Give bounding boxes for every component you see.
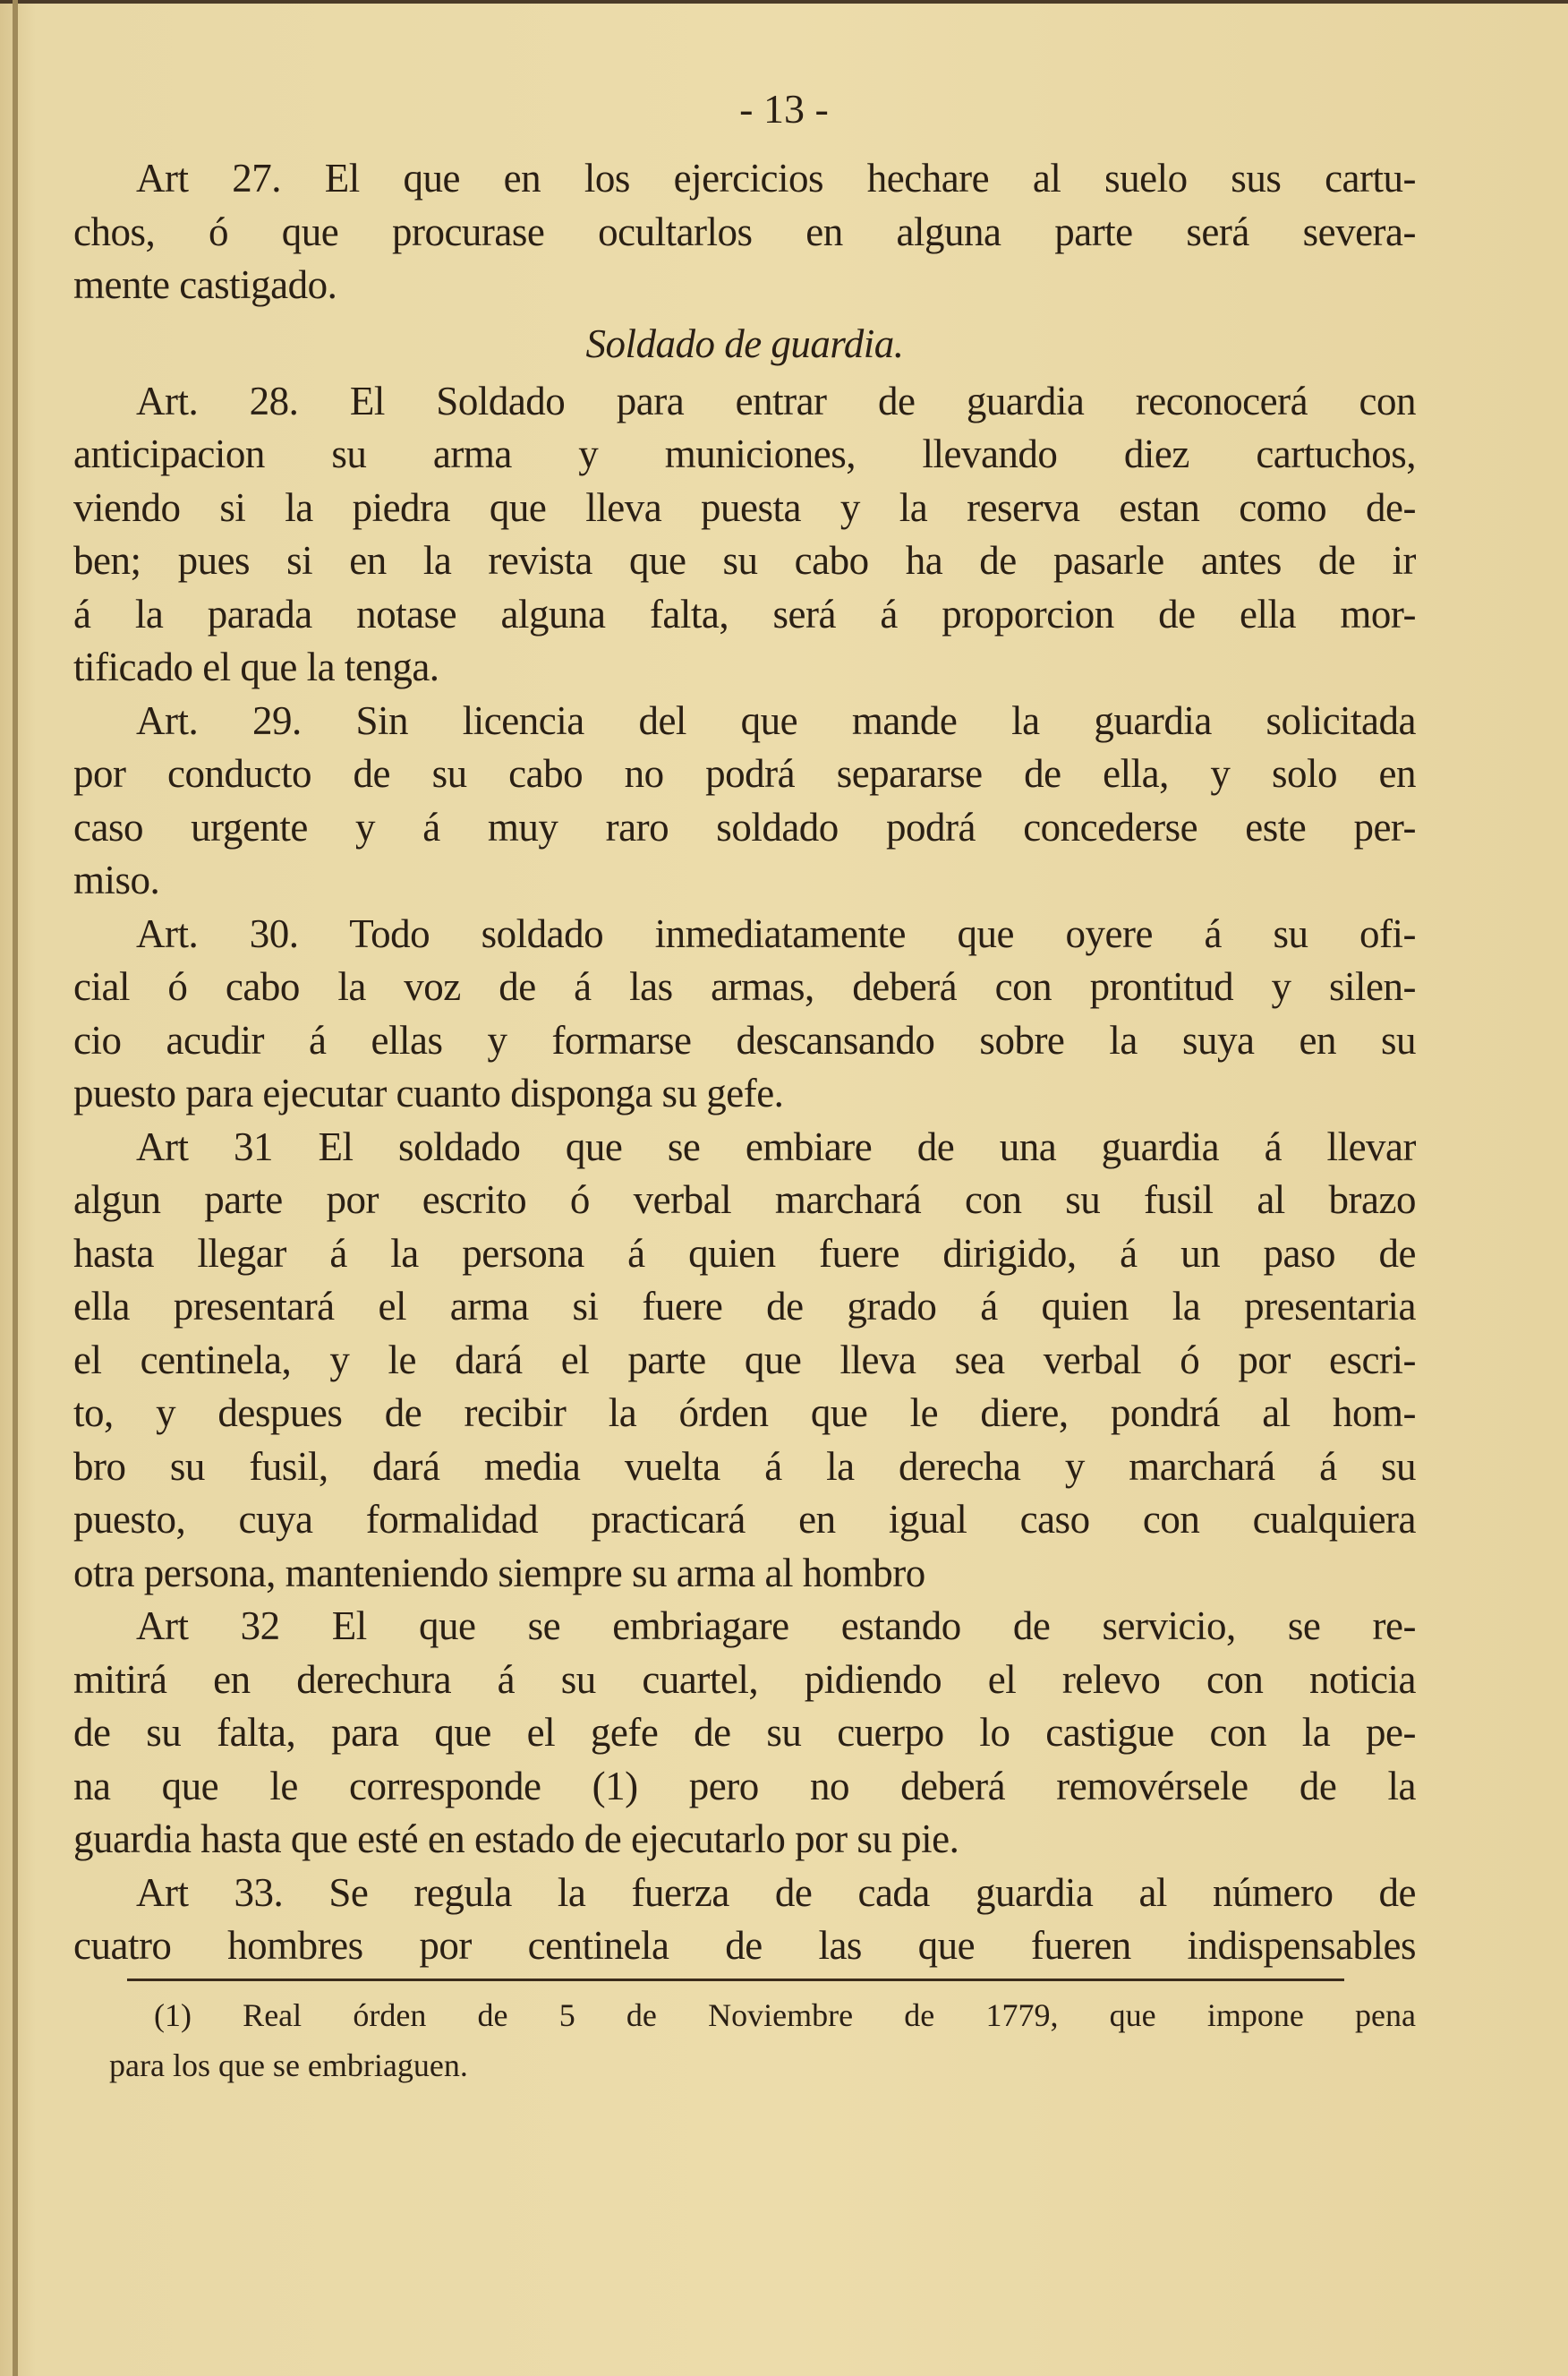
text-line: Art 27. El que en los ejercicios hechare al suelo sus cartu- (136, 156, 1416, 201)
text-line: Art 32 El que se embriagare estando de servicio, se re- (136, 1603, 1416, 1648)
body-text (73, 152, 1416, 2090)
text-line: Art. 28. El Soldado para entrar de guardia reconocerá con (136, 378, 1416, 423)
text-line: por conducto de su cabo no podrá separarse de ella, y solo en (73, 751, 1416, 796)
text-line: puesto para ejecutar cuanto disponga su gefe. (73, 1071, 784, 1115)
text-line: ben; pues si en la revista que su cabo ha de pasarle antes de ir (73, 538, 1416, 583)
text-line: algun parte por escrito ó verbal marchará con su fusil al brazo (73, 1177, 1416, 1222)
text-line: hasta llegar á la persona á quien fuere dirigido, á un paso de (73, 1230, 1416, 1276)
page-number: - 13 - (739, 86, 829, 132)
text-line: mitirá en derechura á su cuartel, pidiendo el relevo con noticia (73, 1656, 1416, 1702)
article-29 (73, 695, 1416, 908)
text-line: viendo si la piedra que lleva puesta y la reserva estan como de- (73, 484, 1416, 530)
article-27 (73, 152, 1416, 312)
section-heading: Soldado de guardia. (585, 321, 904, 366)
footnote-divider (127, 1979, 1344, 1981)
text-line: Art 33. Se regula la fuerza de cada guardia al número de (136, 1869, 1416, 1915)
text-line: cio acudir á ellas y formarse descansando sobre la suya en su (73, 1017, 1416, 1063)
text-line: el centinela, y le dará el parte que lleva sea verbal ó por escri- (73, 1337, 1416, 1382)
text-line: de su falta, para que el gefe de su cuerpo lo castigue con la pe- (73, 1710, 1416, 1755)
text-line: á la parada notase alguna falta, será á proporcion de ella mor- (73, 591, 1416, 637)
footnote-line: para los que se embriaguen. (109, 2047, 468, 2083)
text-line: puesto, cuya formalidad practicará en igual caso con cualquiera (73, 1497, 1416, 1542)
text-line: miso. (73, 858, 160, 902)
text-line: Art. 29. Sin licencia del que mande la guardia solicitada (136, 697, 1416, 743)
text-line: na que le corresponde (1) pero no deberá removérsele de la (73, 1763, 1416, 1808)
text-line: Art 31 El soldado que se embiare de una guardia á llevar (136, 1124, 1416, 1169)
article-28 (73, 375, 1416, 695)
text-line: to, y despues de recibir la órden que le diere, pondrá al hom- (73, 1390, 1416, 1435)
article-32 (73, 1600, 1416, 1867)
text-line: bro su fusil, dará media vuelta á la derecha y marchará á su (73, 1443, 1416, 1489)
article-30 (73, 908, 1416, 1121)
text-line: anticipacion su arma y municiones, llevando diez cartuchos, (73, 432, 1416, 476)
footnote (73, 1990, 1416, 2090)
footnote-line: (1) Real órden de 5 de Noviembre de 1779, que impone pena (154, 1996, 1416, 2033)
binding-edge (13, 0, 18, 2376)
article-31 (73, 1121, 1416, 1601)
text-line: cial ó cabo la voz de á las armas, deberá con prontitud y silen- (73, 964, 1416, 1009)
text-line: chos, ó que procurase ocultarlos en alguna parte será severa- (73, 209, 1416, 254)
text-line: tificado el que la tenga. (73, 645, 439, 689)
text-line: guardia hasta que esté en estado de ejecutarlo por su pie. (73, 1816, 959, 1861)
page-top-border (0, 0, 1568, 4)
text-line: cuatro hombres por centinela de las que fueren indispensables (73, 1923, 1416, 1968)
text-line: otra persona, manteniendo siempre su arma al hombro (73, 1550, 925, 1595)
text-line: ella presentará el arma si fuere de grado á quien la presentaria (73, 1284, 1416, 1329)
text-line: caso urgente y á muy raro soldado podrá concederse este per- (73, 804, 1416, 850)
article-33 (73, 1867, 1416, 1973)
text-line: Art. 30. Todo soldado inmediatamente que oyere á su ofi- (136, 910, 1416, 956)
text-line: mente castigado. (73, 262, 337, 307)
